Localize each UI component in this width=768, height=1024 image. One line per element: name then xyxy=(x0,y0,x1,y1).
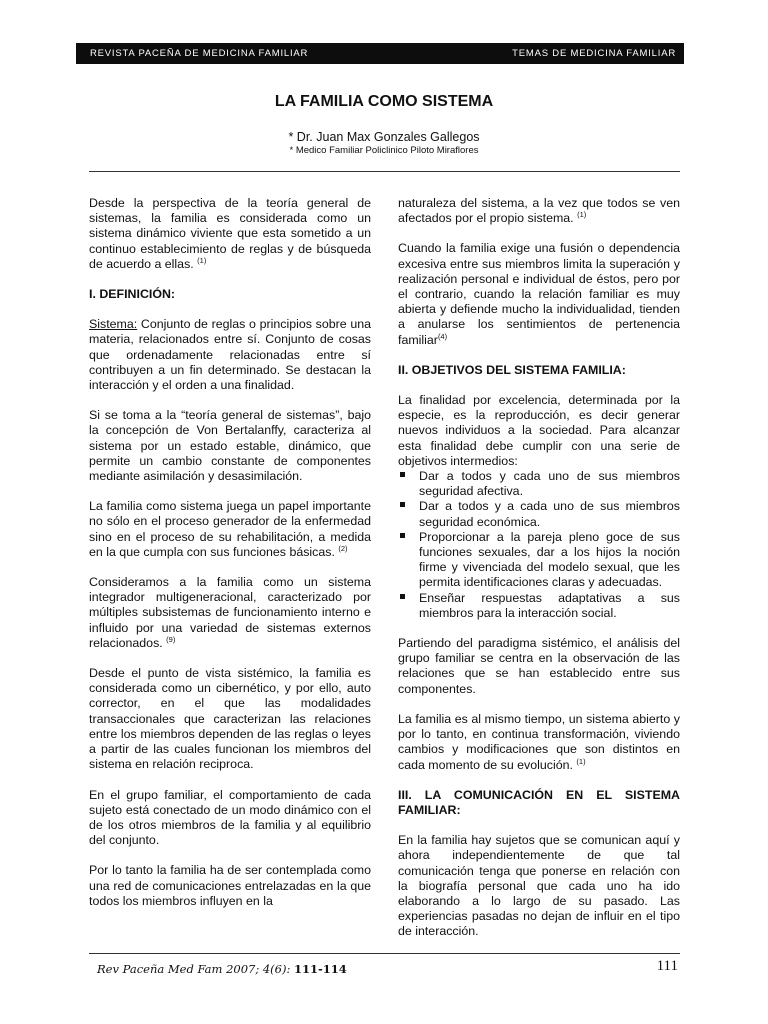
square-bullet-icon xyxy=(400,472,405,477)
paragraph-finalidad: La finalidad por excelencia, determinada por la especie, es la reproducción, es decir generar nuevos individuos a la sociedad. Para alcanzar esta finalidad debe cumplir con una serie de objetivos intermedios: xyxy=(398,393,680,468)
list-item: Enseñar respuestas adaptativas a sus miembros para la interacción social. xyxy=(398,591,680,621)
square-bullet-icon xyxy=(400,594,405,599)
citation-ref: (9) xyxy=(166,634,176,644)
paragraph-paradigma: Partiendo del paradigma sistémico, el análisis del grupo familiar se centra en la observación de las relaciones que se han establecido entre sus componentes. xyxy=(398,636,680,696)
journal-name: REVISTA PACEÑA DE MEDICINA FAMILIAR xyxy=(90,48,309,59)
header-divider xyxy=(89,171,680,172)
page-number: 111 xyxy=(656,958,678,974)
paragraph-continuation: naturaleza del sistema, a la vez que todos se ven afectados por el propio sistema. $^{(1)}$ xyxy=(398,196,680,226)
article-title: LA FAMILIA COMO SISTEMA xyxy=(274,93,494,110)
paragraph-integrador: Consideramos a la familia como un sistema integrador multigeneracional, caracterizado por múltiples subsistemas de funcionamiento interno e influido por una variedad de sistemas externos relacionados. $^{(9)}$ xyxy=(89,575,371,650)
footer-citation: Rev Paceña Med Fam 2007; 4(6): 111-114 xyxy=(97,962,347,976)
paragraph-papel: La familia como sistema juega un papel importante no sólo en el proceso generador de la enfermedad sino en el proceso de su rehabilitación, a medida en la que cumpla con sus funciones básicas. $^{(2)}$ xyxy=(89,499,371,559)
paragraph-cibernetico: Desde el punto de vista sistémico, la familia es considerada como un cibernético, y por ello, auto corrector, en el que las modalidades transaccionales que caracterizan las relaciones entre los miembros dependen de las reglas o leyes a partir de las cuales funcionan los miembros del sistema en relación reciproca. xyxy=(89,666,371,772)
left-column xyxy=(89,196,371,924)
footer-divider xyxy=(89,953,680,954)
citation-ref: (1) xyxy=(197,255,207,265)
section-heading-comunicacion: III. LA COMUNICACIÓN EN EL SISTEMA FAMILIAR: xyxy=(398,787,680,817)
list-item: Dar a todos y cada uno de sus miembros seguridad afectiva. xyxy=(398,469,680,499)
citation-ref: (2) xyxy=(338,543,348,553)
right-column xyxy=(398,196,680,955)
square-bullet-icon xyxy=(400,533,405,538)
list-item: Dar a todos y a cada uno de sus miembros seguridad económica. xyxy=(398,499,680,529)
paragraph-fusion: Cuando la familia exige una fusión o dependencia excesiva entre sus miembros limita la superación y realización personal e individual de éstos, pero por el contrario, cuando la relación familiar es muy abierta y defiende mucho la individualidad, tienden a anularse los sentimientos de pertenencia familiar$^{(4)}$ xyxy=(398,241,680,347)
square-bullet-icon xyxy=(400,502,405,507)
section-name: TEMAS DE MEDICINA FAMILIAR xyxy=(512,48,676,59)
objectives-list xyxy=(398,469,680,621)
section-heading-objetivos: II. OBJETIVOS DEL SISTEMA FAMILIA: xyxy=(398,362,626,377)
citation-ref: (1) xyxy=(576,756,586,766)
paragraph-red-comunicaciones: Por lo tanto la familia ha de ser contemplada como una red de comunicaciones entrelazadas en la que todos los miembros influyen en la xyxy=(89,863,371,908)
paragraph-grupo-familiar: En el grupo familiar, el comportamiento de cada sujeto está conectado de un modo dinámico con el de los otros miembros de la familia y al equilibrio del conjunto. xyxy=(89,787,371,848)
paragraph-sistema-abierto: La familia es al mismo tiempo, un sistema abierto y por lo tanto, en continua transformación, viviendo cambios y modificaciones que son distintos en cada momento de su evolución. $^{(1)}$ xyxy=(398,711,680,772)
paragraph-comunicacion: En la familia hay sujetos que se comunican aquí y ahora independientemente de que tal comunicación tenga que ponerse en relación con la biografía personal que cada uno ha ido elaborando a lo largo de su pasado. Las experiencias pasadas no dejan de influir en el tipo de interacción. xyxy=(398,833,680,939)
running-header xyxy=(76,43,684,64)
citation-ref: (1) xyxy=(577,210,587,220)
citation-ref: (4) xyxy=(437,331,448,341)
paragraph-von-bertalanffy: Si se toma a la “teoría general de sistemas”, bajo la concepción de Von Bertalanffy, caracteriza al sistema por un estado estable, dinámico, que permite un cambio constante de componentes mediante asimilación y desasimilación. xyxy=(89,408,371,484)
definition-paragraph: Sistema: Conjunto de reglas o principios sobre una materia, relacionados entre sí. Conjunto de cosas que ordenadamente relacionadas entre sí contribuyen a un fin determinado. Se destacan la interacción y el orden a una finalidad. xyxy=(89,317,371,393)
intro-paragraph: Desde la perspectiva de la teoría general de sistemas, la familia es considerada como un sistema dinámico viviente que esta sometido a un continuo establecimiento de reglas y de búsqueda de acuerdo a ellas. $^{(1)}$ xyxy=(89,196,371,271)
section-heading-definicion: I. DEFINICIÓN: xyxy=(89,287,176,302)
definition-term: Sistema: xyxy=(89,317,138,332)
list-item: Proporcionar a la pareja pleno goce de sus funciones sexuales, dar a los hijos la noción firme y vivenciada del modelo sexual, que les permita identificaciones claras y adecuadas. xyxy=(398,530,680,591)
author-line: * Dr. Juan Max Gonzales Gallegos xyxy=(288,130,480,144)
author-affiliation: * Medico Familiar Policlinico Piloto Miraflores xyxy=(289,145,479,156)
